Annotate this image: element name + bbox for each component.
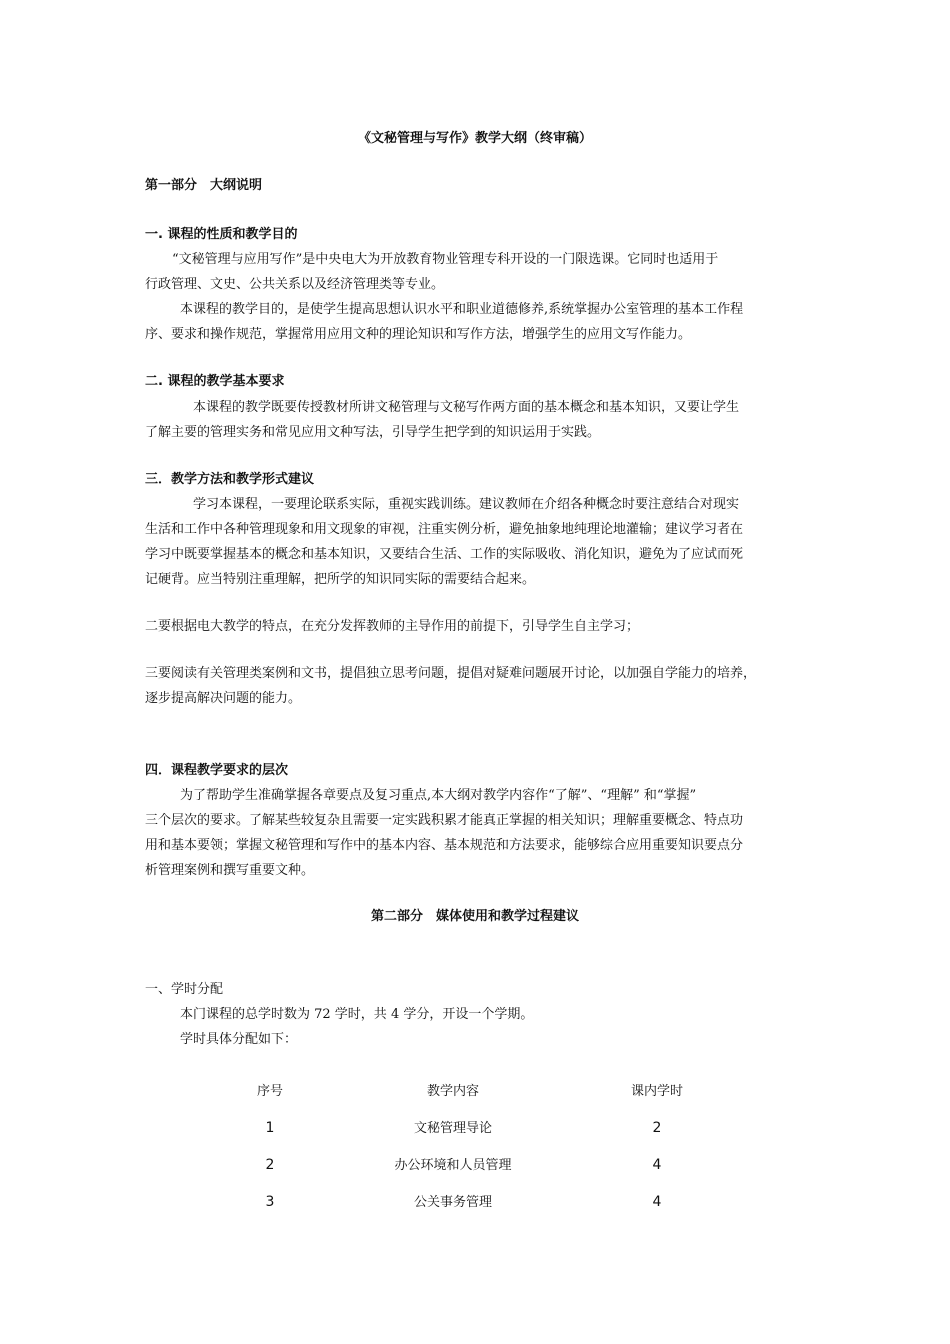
section3-heading: 三．教学方法和教学形式建议 <box>145 472 315 487</box>
paragraph-line: 析管理案例和撰写重要文种。 <box>145 863 315 878</box>
subsection-heading: 一、学时分配 <box>145 982 224 997</box>
paragraph-line: 行政管理、文史、公共关系以及经济管理类等专业。 <box>145 277 445 292</box>
paragraph-line: 学习中既要掌握基本的概念和基本知识，又要结合生活、工作的实际吸收、消化知识，避免为了应试而死 <box>145 547 744 562</box>
part1-heading: 第一部分 大纲说明 <box>145 178 263 193</box>
table-header-content: 教学内容 <box>426 1084 479 1099</box>
document-title: 《文秘管理与写作》教学大纲（终审稿） <box>357 131 592 146</box>
table-header-hours: 课内学时 <box>630 1084 683 1099</box>
paragraph-line: 三个层次的要求。了解某些较复杂且需要一定实践积累才能真正掌握的相关知识；理解重要概念、特点功 <box>145 813 744 828</box>
paragraph-line: “文秘管理与应用写作”是中央电大为开放教育物业管理专科开设的一门限选课。它同时也适用于 <box>172 252 719 267</box>
table-cell-index: 3 <box>265 1194 275 1210</box>
section2-heading: 二. 课程的教学基本要求 <box>145 374 285 389</box>
paragraph-line: 三要阅读有关管理类案例和文书，提倡独立思考问题，提倡对疑难问题展开讨论，以加强自学能力的培养， <box>145 666 757 681</box>
table-cell-content: 文秘管理导论 <box>413 1121 492 1136</box>
paragraph-line: 用和基本要领；掌握文秘管理和写作中的基本内容、基本规范和方法要求，能够综合应用重要知识要点分 <box>145 838 744 853</box>
paragraph-line: 了解主要的管理实务和常见应用文种写法，引导学生把学到的知识运用于实践。 <box>145 425 601 440</box>
paragraph-line: 为了帮助学生准确掌握各章要点及复习重点,本大纲对教学内容作“了解”、“理解” 和“掌握” <box>180 788 697 803</box>
part2-heading: 第二部分 媒体使用和教学过程建议 <box>370 909 579 924</box>
table-cell-hours: 4 <box>652 1157 662 1173</box>
section4-heading: 四．课程教学要求的层次 <box>145 763 289 778</box>
table-cell-hours: 2 <box>652 1120 662 1136</box>
paragraph-line: 本门课程的总学时数为 72 学时，共 4 学分，开设一个学期。 <box>180 1007 534 1022</box>
paragraph-line: 生活和工作中各种管理现象和用文现象的审视，注重实例分析，避免抽象地纯理论地灌输；建议学习者在 <box>145 522 744 537</box>
table-cell-index: 2 <box>265 1157 275 1173</box>
paragraph-line: 序、要求和操作规范，掌握常用应用文种的理论知识和写作方法，增强学生的应用文写作能力。 <box>145 327 692 342</box>
paragraph-line: 本课程的教学目的，是使学生提高思想认识水平和职业道德修养,系统掌握办公室管理的基本工作程 <box>180 302 744 317</box>
table-cell-content: 公关事务管理 <box>413 1195 492 1210</box>
paragraph-line: 记硬背。应当特别注重理解，把所学的知识同实际的需要结合起来。 <box>145 572 536 587</box>
table-cell-index: 1 <box>265 1120 275 1136</box>
table-cell-hours: 4 <box>652 1194 662 1210</box>
table-cell-content: 办公环境和人员管理 <box>394 1158 512 1173</box>
section1-heading: 一. 课程的性质和教学目的 <box>145 227 298 242</box>
paragraph-line: 本课程的教学既要传授教材所讲文秘管理与文秘写作两方面的基本概念和基本知识，又要让学生 <box>193 400 740 415</box>
paragraph-line: 二要根据电大教学的特点，在充分发挥教师的主导作用的前提下，引导学生自主学习； <box>145 619 640 634</box>
paragraph-line: 逐步提高解决问题的能力。 <box>145 691 302 706</box>
paragraph-line: 学时具体分配如下： <box>180 1032 298 1047</box>
paragraph-line: 学习本课程，一要理论联系实际，重视实践训练。建议教师在介绍各种概念时要注意结合对现实 <box>193 497 740 512</box>
table-header-index: 序号 <box>256 1084 283 1099</box>
